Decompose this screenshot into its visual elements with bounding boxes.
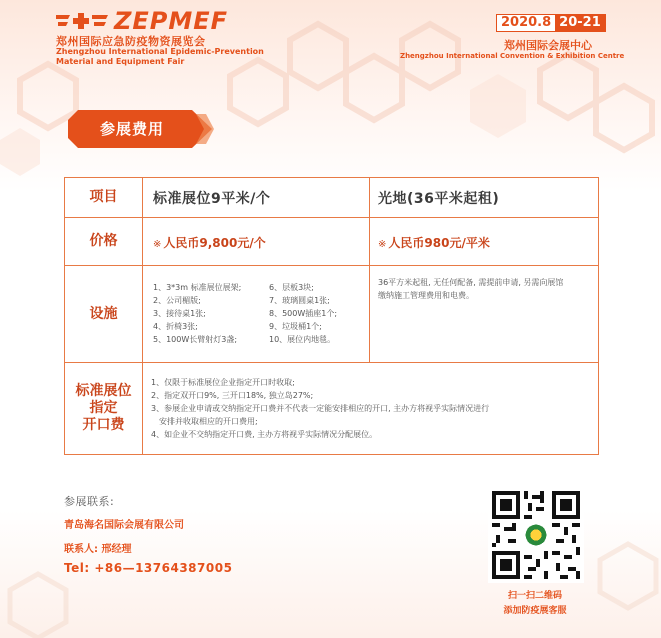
- list-item: 5、100W长臂射灯3盏;: [153, 335, 238, 344]
- facilities-ground-cell: [370, 266, 599, 363]
- list-item: 4、如企业不交纳指定开口费, 主办方将视乎实际情况分配展位。: [151, 430, 378, 439]
- list-item: 1、3*3m 标准展位展架;: [153, 283, 242, 292]
- price-ground: [378, 236, 490, 250]
- date-badge: [496, 14, 606, 32]
- fair-title-en-line1: Zhengzhou International Epidemic-Prevention: [56, 47, 264, 56]
- facilities-ground-text: [378, 276, 598, 302]
- list-item: 4、折椅3张;: [153, 322, 198, 331]
- opening-label-line1: 标准展位: [75, 383, 132, 399]
- list-item: 3、参展企业申请或交纳指定开口费并不代表一定能安排相应的开口, 主办方将视乎实际情况进行: [151, 404, 490, 413]
- col-header-item: 项目: [65, 178, 143, 218]
- opening-fee-label: [65, 363, 143, 455]
- col-header-standard: 标准展位9平米/个: [143, 178, 370, 218]
- list-item: 7、玻璃圆桌1张;: [269, 296, 330, 305]
- note-mark: ※: [378, 239, 387, 250]
- fair-logo: [56, 7, 229, 35]
- red-cross-logo-icon: [56, 11, 112, 31]
- list-item: 8、500W插座1个;: [269, 309, 338, 318]
- fee-table: [64, 177, 599, 455]
- list-item: 9、垃圾桶1个;: [269, 322, 322, 331]
- price-label: 价格: [65, 218, 143, 266]
- price-ground-value: 人民币980元/平米: [388, 236, 490, 250]
- opening-fee-rules: [143, 363, 599, 455]
- contact-person: 联系人: 邢经理: [64, 544, 132, 555]
- contact-company: 青岛海名国际会展有限公司: [64, 520, 184, 531]
- list-item: 安排并收取相应的开口费用;: [159, 417, 258, 426]
- facilities-standard-list: [153, 283, 369, 345]
- qr-caption-line2: 添加防疫展客服: [503, 606, 567, 616]
- col-header-ground: 光地(36平米起租): [370, 178, 599, 218]
- venue-en: Zhengzhou International Convention & Exhibition Centre: [400, 52, 625, 60]
- list-item: 3、接待桌1张;: [153, 309, 206, 318]
- date-year: 2020.8: [497, 15, 555, 31]
- section-banner: [68, 110, 214, 148]
- contact-title: 参展联系:: [64, 495, 115, 508]
- price-row: [65, 218, 599, 266]
- note-mark: ※: [153, 239, 162, 250]
- facilities-label: 设施: [65, 266, 143, 363]
- opening-label-line3: 开口费: [82, 417, 125, 433]
- list-item: 10、展位内地毯。: [269, 335, 336, 344]
- price-standard-cell: [143, 218, 370, 266]
- logo-wordmark: ZEPMEF: [114, 7, 229, 35]
- facilities-standard-cell: [143, 266, 370, 363]
- qr-code-icon: [488, 487, 584, 583]
- list-item: 6、层板3块;: [269, 283, 314, 292]
- facilities-ground-line2: 缴纳施工管理费用和电费。: [378, 291, 474, 300]
- date-days: 20-21: [555, 15, 605, 31]
- fair-title-en-line2: Material and Equipment Fair: [56, 57, 185, 66]
- list-item: 2、指定双开口9%, 三开口18%, 独立岛27%;: [151, 391, 314, 400]
- section-title: 参展费用: [99, 120, 164, 138]
- contact-phone: Tel: +86—13764387005: [64, 561, 233, 575]
- facilities-ground-line1: 36平方米起租, 无任何配备, 需提前申请, 另需向展馆: [378, 278, 564, 287]
- list-item: 2、公司楣版;: [153, 296, 201, 305]
- price-standard: [153, 236, 266, 250]
- qr-code[interactable]: [488, 487, 584, 583]
- price-standard-value: 人民币9,800元/个: [163, 236, 266, 250]
- facilities-row: [65, 266, 599, 363]
- fair-title-cn: 郑州国际应急防疫物资展览会: [56, 35, 206, 48]
- table-header-row: [65, 178, 599, 218]
- list-item: 1、仅限于标准展位企业指定开口时收取;: [151, 378, 295, 387]
- price-ground-cell: [370, 218, 599, 266]
- fair-title-en: [56, 47, 264, 67]
- opening-fee-row: [65, 363, 599, 455]
- qr-caption-line1: 扫一扫二维码: [507, 591, 562, 601]
- venue-cn: 郑州国际会展中心: [504, 39, 592, 52]
- opening-label-line2: 指定: [89, 400, 118, 416]
